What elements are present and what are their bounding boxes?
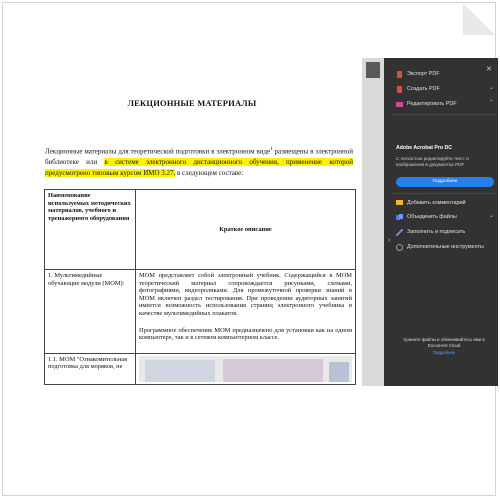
pdf-page [24,58,360,478]
fill-sign-icon [396,229,403,236]
combine-files-icon [396,214,403,221]
highlighted-text[interactable]: в системе электронного дистанционного обучения, применение которой предусмотрено типовым курсом ИМО 3.27, [45,158,354,178]
tool-export-pdf[interactable] [396,68,496,80]
tool-label: Объединить файлы [407,214,457,220]
divider [392,193,496,194]
tool-combine-files[interactable] [396,211,496,223]
row1-paragraph-2: Программное обеспечение МОМ предназначено для установки как на одном компьютере, так и в сетевом компьютерном классе. [139,326,352,342]
chevron-down-icon[interactable]: ⌄ [488,85,494,91]
export-pdf-icon [396,71,403,78]
edit-pdf-icon [396,101,403,108]
tool-label: Создать PDF [407,86,440,92]
footnote-mark: 1 [270,147,273,152]
divider [392,114,496,115]
tool-fill-sign[interactable] [396,226,496,238]
row1-paragraph-1: МОМ представляет собой электронный учебник. Содержащийся в МОМ теоретический материал сопровождается рисунками, схемами, фотографиями, видеороликами. Для промежуточной проверки знаний в МОМ включен раздел тестирования. При проведении аудиторных занятий имеется возможность использования страниц электронного учебника в качестве мультимедийных плакатов. [139,272,352,317]
create-pdf-icon [396,86,403,93]
tool-create-pdf[interactable] [396,83,496,95]
tool-label: Экспорт PDF [407,71,440,77]
table-row [45,270,356,354]
row1-description [136,270,356,354]
tool-label: Дополнительные инструменты [407,244,484,250]
pane-scroll-strip[interactable] [362,58,384,386]
para-suffix: в следующем составе: [175,169,244,178]
tool-label: Заполнить и подписать [407,229,466,235]
tool-label: Редактировать PDF [407,101,457,107]
header-description: Краткое описание [136,190,356,270]
table-header-row [45,190,356,270]
document-cloud-text: Храните файлы и обменивайтесь ими в Document Cloud [403,337,485,348]
folded-corner [463,3,495,35]
promo-text: С легкостью редактируйте текст и изображения в документах PDF [396,156,469,167]
promo-title: Adobe Acrobat Pro DC [396,145,453,151]
comment-icon [396,200,403,207]
document-cloud-link[interactable]: Подробнее [432,350,456,355]
close-pane-icon[interactable]: ✕ [486,66,492,73]
row2-screenshot-cell [136,353,356,384]
tool-more-tools[interactable] [396,241,496,253]
tool-edit-pdf[interactable] [396,98,496,110]
tool-label: Добавить комментарий [407,200,466,206]
materials-table [44,189,356,385]
module-screenshot-image [139,356,352,382]
row2-name: 1.1. МОМ "Ознакомительная подготовка для моряков, не [45,353,136,384]
tool-add-comment[interactable] [396,197,496,209]
para-mid: размещены в электронной библиотеке или [45,147,353,167]
header-materials: Наименование используемых методических материалов, учебного и тренажерного оборудования [45,190,136,270]
more-tools-icon [396,244,403,251]
document-title: ЛЕКЦИОННЫЕ МАТЕРИАЛЫ [127,98,257,108]
para-prefix: Лекционные материалы для теоретической подготовки в электронном виде [45,147,271,156]
collapse-pane-handle[interactable]: › [388,237,391,244]
intro-paragraph [45,144,353,179]
chevron-up-icon[interactable]: ⌃ [488,100,494,106]
learn-more-button[interactable]: Подробнее [396,177,494,187]
table-row [45,353,356,384]
chevron-down-icon[interactable]: ⌄ [488,213,494,219]
row1-name: 1. Мультимедийные обучающие модули (МОМ): [45,270,136,354]
